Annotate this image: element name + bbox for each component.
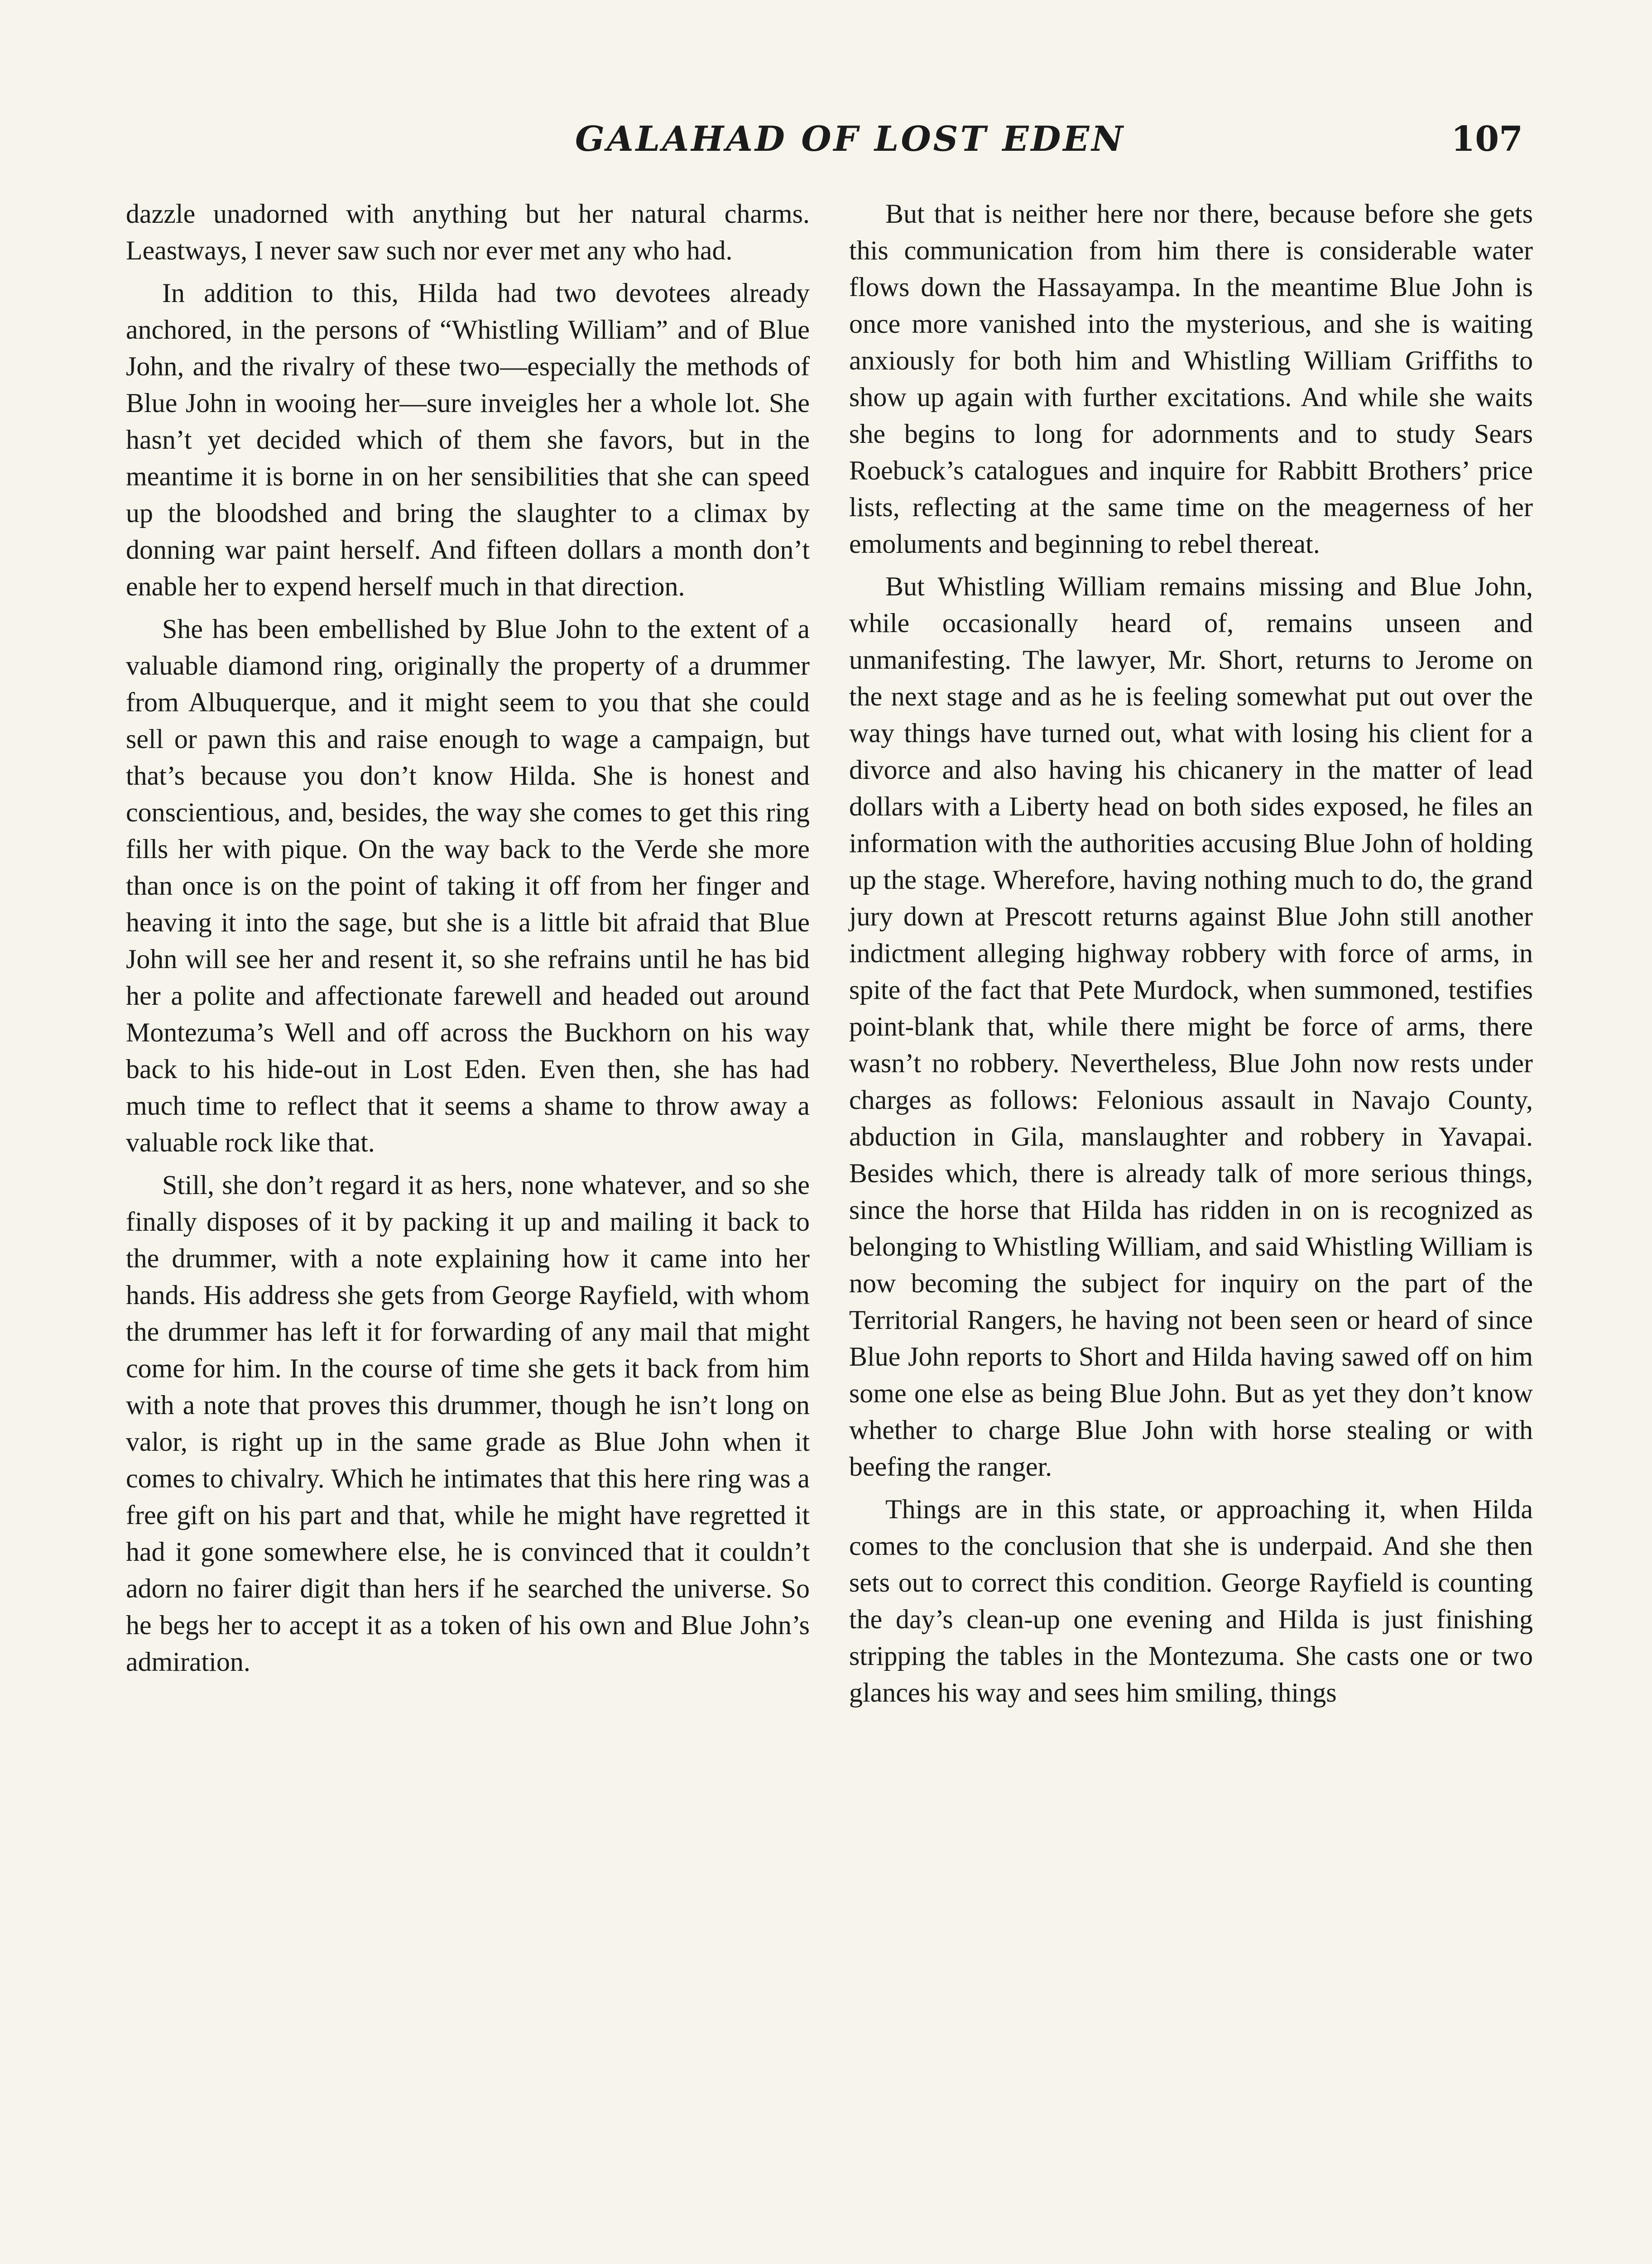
- paragraph: Things are in this state, or approaching it, when Hilda comes to the conclusion that she is underpaid. And she then sets out to correct this condition. George Rayfield is counting the day’s clean-up one evening and Hilda is just finishing stripping the tables in the Montezuma. She casts one or two glances his way and sees him smiling, things: [849, 1494, 1533, 1708]
- paragraph: In addition to this, Hilda had two devotees already anchored, in the persons of “Whistling William” and of Blue John, and the rivalry of these two—especially the methods of Blue John in wooing her—sure inveigles her a whole lot. She hasn’t yet decided which of them she favors, but in the meantime it is borne in on her sensibilities that she can speed up the bloodshed and bring the slaughter to a climax by donning war paint herself. And fifteen dollars a month don’t enable her to expend herself much in that direction.: [126, 278, 810, 601]
- paragraph: She has been embellished by Blue John to the extent of a valuable diamond ring, originally the property of a drummer from Albuquerque, and it might seem to you that she could sell or pawn this and raise enough to wage a campaign, but that’s because you don’t know Hilda. She is honest and conscientious, and, besides, the way she comes to get this ring fills her with pique. On the way back to the Verde she more than once is on the point of taking it off from her finger and heaving it into the sage, but she is a little bit afraid that Blue John will see her and resent it, so she refrains until he has bid her a polite and affectionate farewell and headed out around Montezuma’s Well and off across the Buckhorn on his way back to his hide-out in Lost Eden. Even then, she has had much time to reflect that it seems a shame to throw away a valuable rock like that.: [126, 614, 810, 1157]
- paragraph: Still, she don’t regard it as hers, none whatever, and so she finally disposes of it by packing it up and mailing it back to the drummer, with a note explaining how it came into her hands. His address she gets from George Rayfield, with whom the drummer has left it for forwarding of any mail that might come for him. In the course of time she gets it back from him with a note that proves this drummer, though he isn’t long on valor, is right up in the same grade as Blue John when it comes to chivalry. Which he intimates that this here ring was a free gift on his part and that, while he might have regretted it had it gone somewhere else, he is convinced that it couldn’t adorn no fairer digit than hers if he searched the universe. So he begs her to accept it as a token of his own and Blue John’s admiration.: [126, 1170, 810, 1677]
- paragraph: But that is neither here nor there, because before she gets this communication from him there is considerable water flows down the Hassayampa. In the meantime Blue John is once more vanished into the mysterious, and she is waiting anxiously for both him and Whistling William Griffiths to show up again with further excitations. And while she waits she begins to long for adornments and to study Sears Roebuck’s catalogues and inquire for Rabbitt Brothers’ price lists, reflecting at the same time on the meagerness of her emoluments and beginning to rebel thereat.: [849, 199, 1533, 559]
- running-header: [0, 119, 1652, 168]
- text-column-right: [849, 196, 1533, 1717]
- running-title: GALAHAD OF LOST EDEN: [575, 119, 1125, 159]
- page-number: 107: [1451, 119, 1523, 159]
- paragraph: dazzle unadorned with anything but her natural charms. Leastways, I never saw such nor ever met any who had.: [126, 199, 810, 265]
- text-column-left: [126, 196, 810, 1686]
- paragraph: But Whistling William remains missing and Blue John, while occasionally heard of, remains unseen and unmanifesting. The lawyer, Mr. Short, returns to Jerome on the next stage and as he is feeling somewhat put out over the way things have turned out, what with losing his client for a divorce and also having his chicanery in the matter of lead dollars with a Liberty head on both sides exposed, he files an information with the authorities accusing Blue John of holding up the stage. Wherefore, having nothing much to do, the grand jury down at Prescott returns against Blue John still another indictment alleging highway robbery with force of arms, in spite of the fact that Pete Murdock, when summoned, testifies point-blank that, while there might be force of arms, there wasn’t no robbery. Nevertheless, Blue John now rests under charges as follows: Felonious assault in Navajo County, abduction in Gila, manslaughter and robbery in Yavapai. Besides which, there is already talk of more serious things, since the horse that Hilda has ridden in on is recognized as belonging to Whistling William, and said Whistling William is now becoming the subject for inquiry on the part of the Territorial Rangers, he having not been seen or heard of since Blue John reports to Short and Hilda having sawed off on him some one else as being Blue John. But as yet they don’t know whether to charge Blue John with horse stealing or with beefing the ranger.: [849, 571, 1533, 1482]
